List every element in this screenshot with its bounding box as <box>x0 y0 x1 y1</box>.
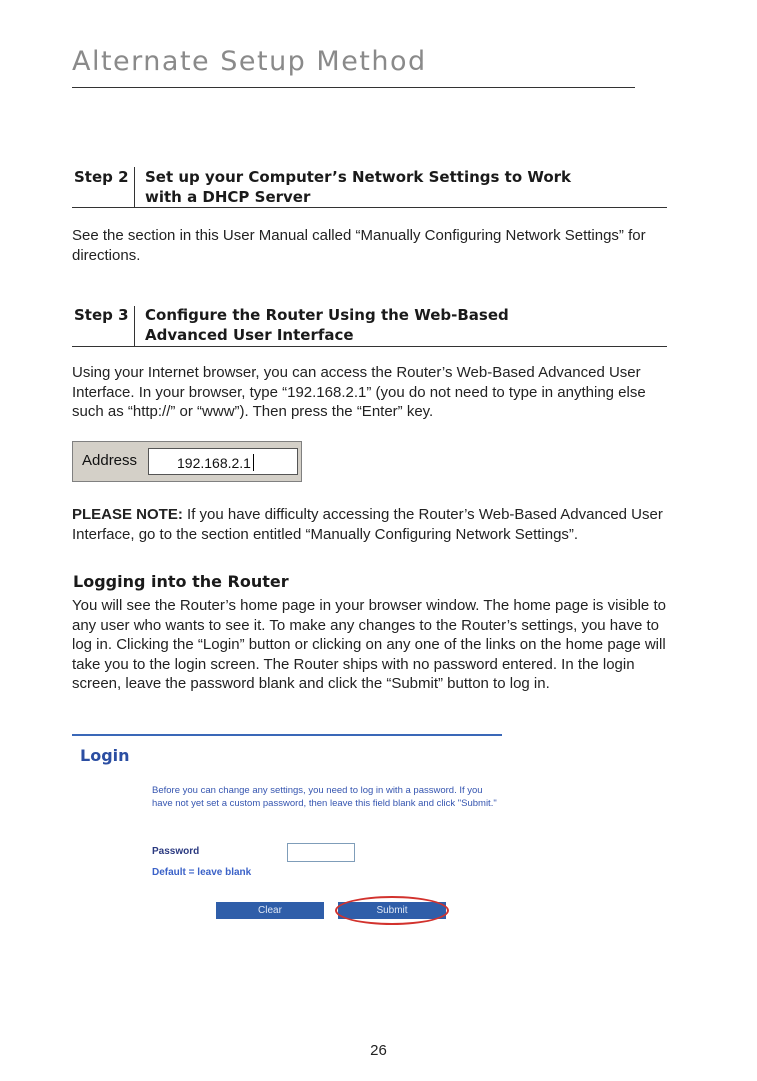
submit-button[interactable]: Submit <box>338 902 446 919</box>
address-value: 192.168.2.1 <box>177 455 251 471</box>
step-3-body: Using your Internet browser, you can access the Router’s Web-Based Advanced User Interface. In your browser, type “192.168.2.1” (you do not need to type in anything else such as “http://” or “www”). Then press the “Enter” key. <box>72 364 646 420</box>
text-caret <box>253 454 254 471</box>
password-input[interactable] <box>287 843 355 862</box>
page-title: Alternate Setup Method <box>72 46 427 77</box>
address-input[interactable] <box>148 448 298 475</box>
address-bar <box>72 441 302 482</box>
step-2-title-line-1: Set up your Computer’s Network Settings to Work <box>145 168 572 186</box>
title-divider <box>72 87 635 88</box>
note-label: PLEASE NOTE: <box>72 506 183 523</box>
step-2-separator <box>134 167 135 207</box>
step-2-divider <box>72 207 667 208</box>
step-2-title <box>145 167 665 207</box>
address-label: Address <box>82 452 138 469</box>
step-3-title-line-1: Configure the Router Using the Web-Based <box>145 306 509 324</box>
login-title: Login <box>80 746 130 765</box>
please-note <box>72 505 667 544</box>
step-3-title <box>145 305 665 345</box>
step-2-title-line-2: with a DHCP Server <box>145 188 311 206</box>
logging-body: You will see the Router’s home page in your browser window. The home page is visible to any user who wants to see it. To make any changes to the Router’s settings, you have to log in. Clicking the “Login” button or clicking on any one of the links on the home page will take you to the login screen. The Router ships with no password entered. In the login screen, leave the password blank and click the “Submit” button to log in. <box>72 597 666 692</box>
step-2-number: Step 2 <box>74 168 129 186</box>
step-3-title-line-2: Advanced User Interface <box>145 326 354 344</box>
step-3-separator <box>134 306 135 346</box>
login-top-rule <box>72 734 502 736</box>
step-3-divider <box>72 346 667 347</box>
clear-button[interactable]: Clear <box>216 902 324 919</box>
step-2-body: See the section in this User Manual called “Manually Configuring Network Settings” for directions. <box>72 227 646 264</box>
password-label: Password <box>152 846 200 857</box>
step-3-number: Step 3 <box>74 306 129 324</box>
page-number: 26 <box>370 1042 387 1059</box>
login-description: Before you can change any settings, you need to log in with a password. If you have not yet set a custom password, then leave this field blank and click "Submit." <box>152 785 497 809</box>
password-default-hint: Default = leave blank <box>152 867 252 878</box>
logging-heading: Logging into the Router <box>73 572 289 591</box>
note-text: If you have difficulty accessing the Router’s Web-Based Advanced User Interface, go to the section entitled “Manually Configuring Network Settings”. <box>72 506 663 543</box>
